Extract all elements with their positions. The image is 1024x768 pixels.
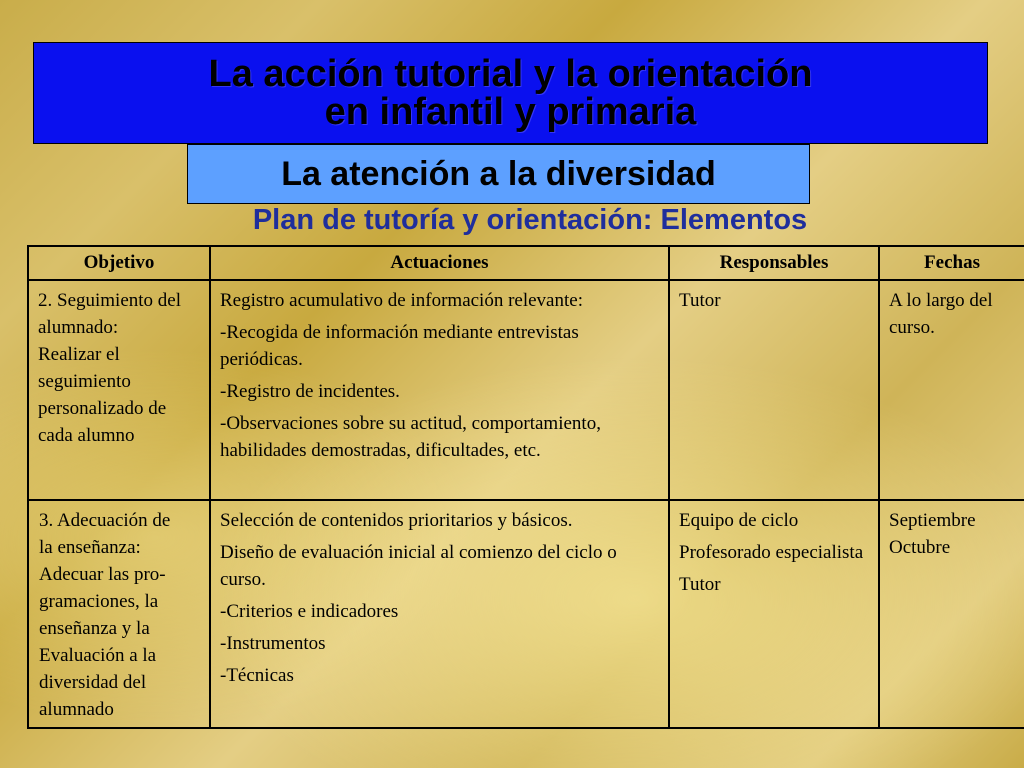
fecha-item: A lo largo del curso. [889, 290, 993, 338]
actuacion-item: -Observaciones sobre su actitud, comportamiento, habilidades demostradas, dificultades, etc. [220, 413, 601, 461]
fechas-cell [879, 280, 1024, 500]
column-header-objetivo: Objetivo [28, 246, 210, 280]
column-header-actuaciones: Actuaciones [210, 246, 669, 280]
objetivo-cell [28, 280, 210, 500]
objetivo-line: alumnado: [38, 317, 119, 338]
responsables-cell [669, 280, 879, 500]
responsable-item: Tutor [679, 574, 721, 595]
actuaciones-cell [210, 280, 669, 500]
objetivo-line: la enseñanza: [39, 537, 141, 558]
objetivo-line: Evaluación a la [39, 645, 157, 666]
objetivo-line: Adecuar las pro- [39, 564, 166, 585]
objetivo-line: diversidad del [39, 672, 147, 693]
actuaciones-cell [210, 500, 669, 728]
objetivo-line: cada alumno [38, 425, 135, 446]
actuacion-item: -Registro de incidentes. [220, 381, 400, 402]
title-line-1: La acción tutorial y la orientación [208, 53, 813, 95]
objetivo-line: Realizar el [38, 344, 120, 365]
responsable-item: Tutor [679, 290, 721, 311]
actuacion-item: -Recogida de información mediante entrevistas periódicas. [220, 322, 579, 370]
column-header-fechas: Fechas [879, 246, 1024, 280]
actuacion-item: -Técnicas [220, 665, 294, 686]
objetivo-line: personalizado de [38, 398, 167, 419]
actuacion-item: -Instrumentos [220, 633, 326, 654]
objetivo-line: seguimiento [38, 371, 131, 392]
table-row [28, 500, 1024, 728]
actuacion-item: Diseño de evaluación inicial al comienzo del ciclo o curso. [220, 542, 617, 590]
objetivo-cell [28, 500, 210, 728]
slide-subtitle: La atención a la diversidad [281, 154, 716, 193]
slide-title [209, 55, 813, 131]
elements-table [27, 245, 1024, 729]
objetivo-line: gramaciones, la [39, 591, 159, 612]
fecha-item: Septiembre [889, 510, 976, 531]
objetivo-line: alumnado [39, 699, 114, 720]
fecha-item: Octubre [889, 537, 951, 558]
responsables-cell [669, 500, 879, 728]
column-header-responsables: Responsables [669, 246, 879, 280]
table-row [28, 280, 1024, 500]
actuacion-item: Selección de contenidos prioritarios y básicos. [220, 510, 573, 531]
actuacion-item: -Criterios e indicadores [220, 601, 399, 622]
actuacion-item: Registro acumulativo de información relevante: [220, 290, 583, 311]
table-header-row [28, 246, 1024, 280]
fechas-cell [879, 500, 1024, 728]
title-line-2: en infantil y primaria [324, 91, 697, 133]
title-banner [33, 42, 988, 144]
subtitle-banner [187, 144, 810, 204]
objetivo-line: 3. Adecuación de [39, 510, 171, 531]
objetivo-line: 2. Seguimiento del [38, 290, 182, 311]
responsable-item: Profesorado especialista [679, 542, 864, 563]
responsable-item: Equipo de ciclo [679, 510, 799, 531]
section-title: Plan de tutoría y orientación: Elementos [252, 204, 808, 236]
objetivo-line: enseñanza y la [39, 618, 150, 639]
